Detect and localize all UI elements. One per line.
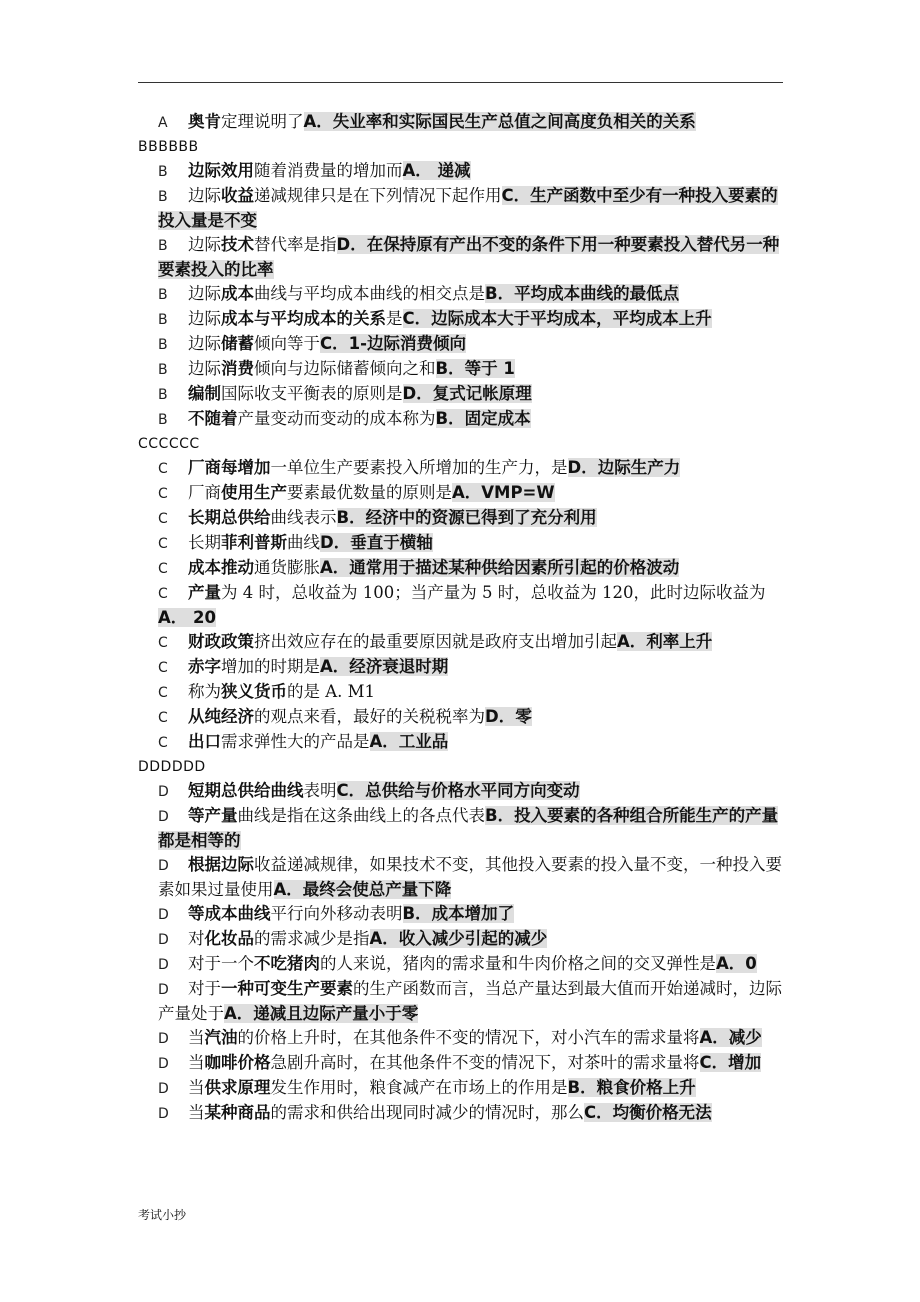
keyword: 收益 [221, 186, 254, 205]
answer-highlight: A．减少 [699, 1028, 762, 1047]
option-letter: B [158, 387, 168, 403]
answer-highlight: B．等于 1 [435, 359, 515, 378]
question-text: 表明 [303, 781, 337, 800]
question-text: 的需求减少是指 [254, 929, 370, 948]
question-entry [138, 233, 786, 282]
option-letter: C [158, 586, 168, 602]
option-letter: D [158, 982, 169, 998]
question-text: 当 [188, 1078, 205, 1097]
answer-highlight: B．粮食价格上升 [567, 1078, 696, 1097]
question-entry [138, 581, 786, 630]
answer-highlight: D．复式记帐原理 [402, 384, 532, 403]
question-entry [138, 977, 786, 1026]
question-entry [138, 1101, 786, 1126]
question-text: 曲线表示 [270, 508, 337, 527]
option-letter: D [158, 1106, 169, 1122]
question-text: 边际 [188, 284, 221, 303]
page-footer: 考试小抄 [138, 1208, 187, 1222]
answer-highlight: A． 递减 [402, 161, 471, 180]
answer-highlight: A．失业率和实际国民生产总值之间高度负相关的关系 [303, 112, 696, 131]
option-letter: D [158, 1081, 169, 1097]
question-entry [138, 952, 786, 977]
keyword: 某种商品 [204, 1103, 271, 1122]
answer-highlight: D．在保持原有产出不变的条件下用一种要素投入替代另一种要素投入的比率 [158, 235, 780, 279]
keyword: 成本 [221, 284, 254, 303]
option-letter: D [158, 784, 169, 800]
keyword: 咖啡价格 [204, 1053, 271, 1072]
question-text: 长期 [188, 533, 221, 552]
answer-highlight: A．通常用于描述某种供给因素所引起的价格波动 [320, 558, 680, 577]
option-letter: B [158, 238, 168, 254]
answer-highlight: A．经济衰退时期 [320, 657, 449, 676]
option-letter: D [158, 858, 169, 874]
keyword: 边际效用 [188, 161, 254, 180]
keyword: 等成本曲线 [188, 904, 271, 923]
question-text: 曲线 [287, 533, 320, 552]
keyword: 汽油 [204, 1028, 238, 1047]
question-text: 边际 [188, 334, 221, 353]
keyword: 成本与平均成本的关系 [221, 309, 386, 328]
option-letter: D [158, 1056, 169, 1072]
option-letter: C [158, 536, 168, 552]
question-entry [138, 705, 786, 730]
question-text: 对于 [188, 979, 221, 998]
question-text: 挤出效应存在的最重要原因就是政府支出增加引起 [254, 632, 617, 651]
section-heading: DDDDDD [138, 759, 206, 775]
question-text: 递减规律只是在下列情况下起作用 [254, 186, 502, 205]
question-text: 收益递减规律，如果技术不变，其他投入要素的投入量不变，一种投入要素如果过量使用 [158, 855, 782, 899]
question-entry [138, 927, 786, 952]
answer-highlight: B．成本增加了 [402, 904, 515, 923]
option-letter: A [158, 115, 168, 131]
answer-highlight: A．0 [716, 954, 757, 973]
question-entry [138, 853, 786, 902]
question-text: 平行向外移动表明 [270, 904, 403, 923]
keyword: 狭义货币 [221, 682, 287, 701]
option-letter: C [158, 461, 168, 477]
question-entry [138, 307, 786, 332]
question-text: 替代率是指 [254, 235, 337, 254]
keyword: 不随着 [188, 409, 238, 428]
question-text: 边际 [188, 186, 221, 205]
question-text: 一单位生产要素投入所增加的生产力，是 [270, 458, 568, 477]
keyword: 出口 [188, 732, 221, 751]
answer-highlight: C．1-边际消费倾向 [320, 334, 466, 353]
option-letter: C [158, 561, 168, 577]
question-entry [138, 506, 786, 531]
question-entry [138, 1026, 786, 1051]
question-text: 对 [188, 929, 205, 948]
document-body [138, 110, 786, 1126]
option-letter: C [158, 735, 168, 751]
question-text: 需求弹性大的产品是 [221, 732, 370, 751]
keyword: 使用生产 [221, 483, 287, 502]
option-letter: B [158, 164, 168, 180]
option-letter: B [158, 362, 168, 378]
question-text: 定理说明了 [221, 112, 304, 131]
question-entry [138, 804, 786, 853]
keyword: 厂商每增加 [188, 458, 271, 477]
option-letter: B [158, 189, 168, 205]
question-entry [138, 456, 786, 481]
option-letter: C [158, 486, 168, 502]
option-letter: D [158, 1031, 169, 1047]
question-text: 产量变动而变动的成本称为 [237, 409, 436, 428]
section-heading: CCCCCC [138, 436, 200, 452]
question-text: 当 [188, 1053, 205, 1072]
keyword: 供求原理 [204, 1078, 271, 1097]
answer-highlight: A．最终会使总产量下降 [273, 880, 452, 899]
question-text: 边际 [188, 359, 221, 378]
keyword: 长期总供给 [188, 508, 271, 527]
question-text: 国际收支平衡表的原则是 [221, 384, 403, 403]
option-letter: C [158, 685, 168, 701]
option-letter: B [158, 412, 168, 428]
keyword: 成本推动 [188, 558, 254, 577]
answer-highlight: C．边际成本大于平均成本，平均成本上升 [402, 309, 712, 328]
question-text: 边际 [188, 309, 221, 328]
keyword: 消费 [221, 359, 254, 378]
question-entry [138, 357, 786, 382]
question-text: 要素最优数量的原则是 [287, 483, 452, 502]
question-text: 倾向与边际储蓄倾向之和 [254, 359, 436, 378]
keyword: 奥肯 [188, 112, 221, 131]
question-entry [138, 531, 786, 556]
option-letter: C [158, 635, 168, 651]
keyword: 从纯经济 [188, 707, 254, 726]
question-text: 急剧升高时，在其他条件不变的情况下，对茶叶的需求量将 [270, 1053, 700, 1072]
question-text: 曲线与平均成本曲线的相交点是 [254, 284, 485, 303]
question-text: 随着消费量的增加而 [254, 161, 403, 180]
question-text: 增加的时期是 [221, 657, 320, 676]
question-entry [138, 481, 786, 506]
answer-highlight: B．经济中的资源已得到了充分利用 [336, 508, 597, 527]
question-text: 对于一个 [188, 954, 254, 973]
keyword: 短期总供给曲线 [188, 781, 304, 800]
question-text: 的观点来看，最好的关税税率为 [254, 707, 485, 726]
keyword: 菲利普斯 [221, 533, 287, 552]
option-letter: C [158, 511, 168, 527]
header-rule [138, 82, 783, 83]
keyword: 根据边际 [188, 855, 254, 874]
question-text: 发生作用时，粮食减产在市场上的作用是 [270, 1078, 568, 1097]
keyword: 编制 [188, 384, 221, 403]
option-letter: B [158, 312, 168, 328]
option-letter: D [158, 809, 169, 825]
keyword: 赤字 [188, 657, 221, 676]
question-text: 是 [386, 309, 403, 328]
question-entry [138, 282, 786, 307]
question-text: 的生产函数而言，当总产量达到最大值而开始递减时，边际产量处于 [158, 979, 782, 1023]
answer-highlight: D．垂直于横轴 [320, 533, 433, 552]
question-text: 的人来说，猪肉的需求量和牛肉价格之间的交叉弹性是 [320, 954, 716, 973]
question-entry [138, 655, 786, 680]
option-letter: C [158, 660, 168, 676]
question-entry [138, 110, 786, 135]
keyword: 一种可变生产要素 [221, 979, 353, 998]
question-entry [138, 680, 786, 705]
keyword: 化妆品 [204, 929, 254, 948]
answer-highlight: A．收入减少引起的减少 [369, 929, 548, 948]
question-text: 的是 A. M1 [287, 682, 376, 701]
option-letter: C [158, 710, 168, 726]
keyword: 储蓄 [221, 334, 254, 353]
question-text: 厂商 [188, 483, 221, 502]
question-entry [138, 407, 786, 432]
question-text: 为 4 时，总收益为 100；当产量为 5 时，总收益为 120，此时边际收益为 [221, 583, 766, 602]
question-text: 称为 [188, 682, 221, 701]
keyword: 等产量 [188, 806, 238, 825]
answer-highlight: C．均衡价格无法 [584, 1103, 712, 1122]
answer-highlight: A．利率上升 [617, 632, 713, 651]
answer-highlight: B．固定成本 [435, 409, 531, 428]
question-text: 的价格上升时，在其他条件不变的情况下，对小汽车的需求量将 [237, 1028, 700, 1047]
question-entry [138, 630, 786, 655]
answer-highlight: B．投入要素的各种组合所能生产的产量都是相等的 [158, 806, 779, 850]
question-entry [138, 779, 786, 804]
keyword: 不吃猪肉 [254, 954, 320, 973]
answer-highlight: A．VMP=W [452, 483, 555, 502]
answer-highlight: A．工业品 [369, 732, 449, 751]
keyword: 财政政策 [188, 632, 254, 651]
question-entry [138, 1076, 786, 1101]
question-text: 倾向等于 [254, 334, 320, 353]
section-heading: BBBBBB [138, 139, 199, 155]
option-letter: D [158, 907, 169, 923]
question-text: 曲线是指在这条曲线上的各点代表 [237, 806, 485, 825]
question-text: 通货膨胀 [254, 558, 320, 577]
keyword: 产量 [188, 583, 221, 602]
question-text: 边际 [188, 235, 221, 254]
question-entry [138, 382, 786, 407]
question-entry [138, 556, 786, 581]
question-text: 的需求和供给出现同时减少的情况时，那么 [270, 1103, 584, 1122]
option-letter: B [158, 337, 168, 353]
keyword: 技术 [221, 235, 254, 254]
question-entry [138, 332, 786, 357]
question-text: 当 [188, 1103, 205, 1122]
answer-highlight: C．总供给与价格水平同方向变动 [336, 781, 580, 800]
question-entry [138, 184, 786, 233]
question-entry [138, 159, 786, 184]
option-letter: D [158, 932, 169, 948]
question-entry [138, 730, 786, 755]
answer-highlight: A． 20 [158, 608, 216, 627]
option-letter: D [158, 957, 169, 973]
question-text: 当 [188, 1028, 205, 1047]
option-letter: B [158, 287, 168, 303]
answer-highlight: A．递减且边际产量小于零 [224, 1004, 419, 1023]
answer-highlight: D．零 [485, 707, 532, 726]
answer-highlight: C．生产函数中至少有一种投入要素的投入量是不变 [158, 186, 778, 230]
answer-highlight: C．增加 [699, 1053, 762, 1072]
question-entry [138, 902, 786, 927]
answer-highlight: D．边际生产力 [567, 458, 681, 477]
question-entry [138, 1051, 786, 1076]
answer-highlight: B．平均成本曲线的最低点 [485, 284, 680, 303]
